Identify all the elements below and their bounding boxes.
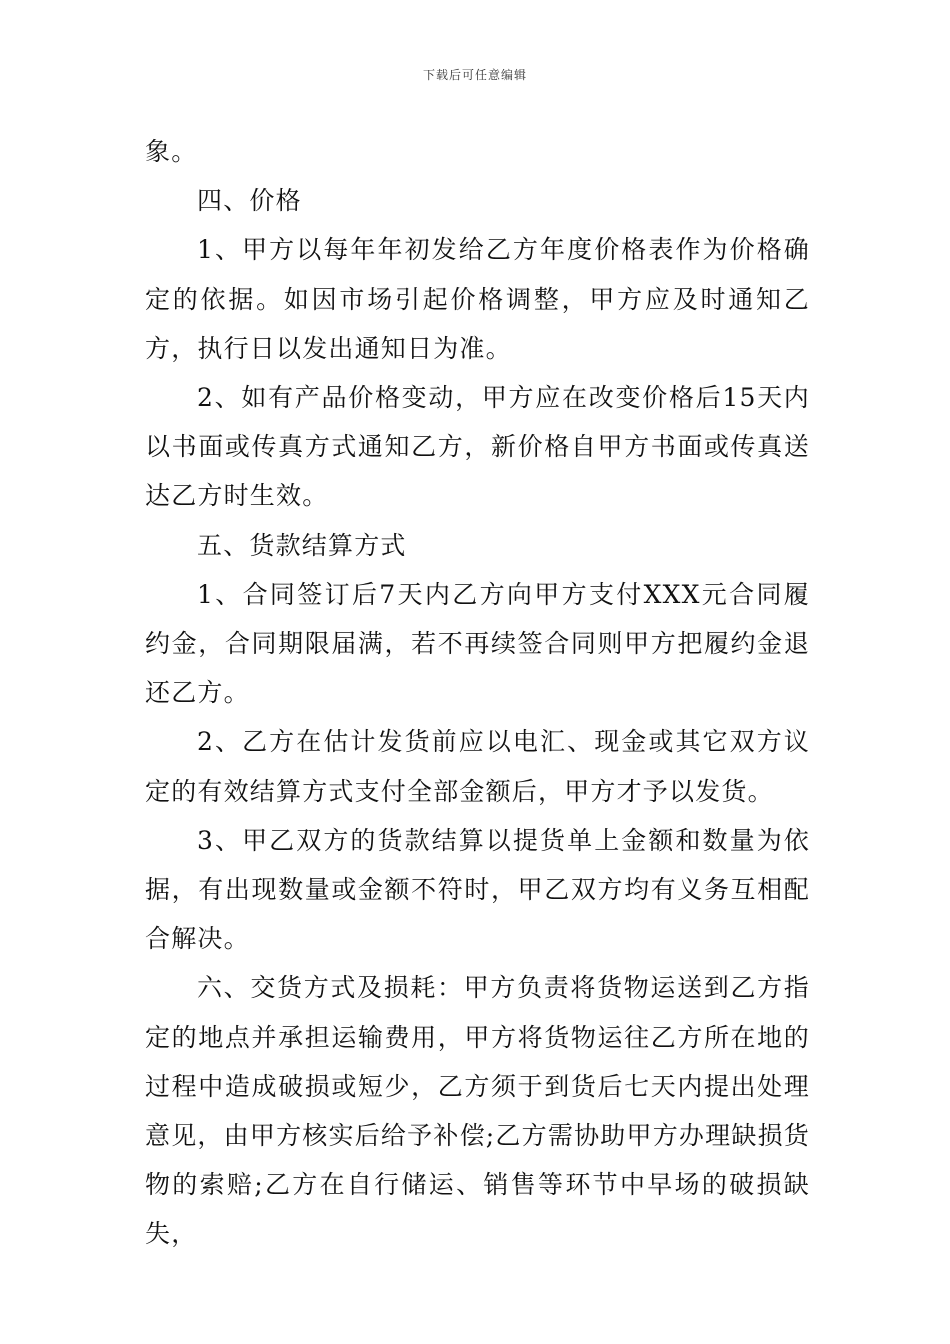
section-heading-price: 四、价格 bbox=[197, 186, 302, 216]
paragraph-price-2: 2、如有产品价格变动，甲方应在改变价格后15天内以书面或传真方式通知乙方，新价格自甲方书面或传真送达乙方时生效。 bbox=[145, 383, 810, 511]
paragraph-payment-3: 3、甲乙双方的货款结算以提货单上金额和数量为依据，有出现数量或金额不符时，甲乙双方均有义务互相配合解决。 bbox=[145, 825, 810, 954]
section-heading-payment: 五、货款结算方式 bbox=[197, 530, 407, 560]
document-body bbox=[145, 127, 810, 1259]
paragraph-continuation: 象。 bbox=[145, 137, 198, 166]
paragraph-price-1: 1、甲方以每年年初发给乙方年度价格表作为价格确定的依据。如因市场引起价格调整，甲方应及时通知乙方，执行日以发出通知日为准。 bbox=[145, 235, 810, 363]
paragraph-payment-2: 2、乙方在估计发货前应以电汇、现金或其它双方议定的有效结算方式支付全部金额后，甲方才予以发货。 bbox=[145, 727, 810, 806]
paragraph-delivery: 六、交货方式及损耗：甲方负责将货物运送到乙方指定的地点并承担运输费用，甲方将货物运往乙方所在地的过程中造成破损或短少，乙方须于到货后七天内提出处理意见，由甲方核实后给予补偿;乙方需协助甲方办理缺损货物的索赔;乙方在自行储运、销售等环节中早场的破损缺失， bbox=[145, 973, 810, 1249]
paragraph-payment-1: 1、合同签订后7天内乙方向甲方支付XXX元合同履约金，合同期限届满，若不再续签合同则甲方把履约金退还乙方。 bbox=[145, 579, 810, 708]
page-header: 下载后可任意编辑 bbox=[422, 68, 527, 82]
